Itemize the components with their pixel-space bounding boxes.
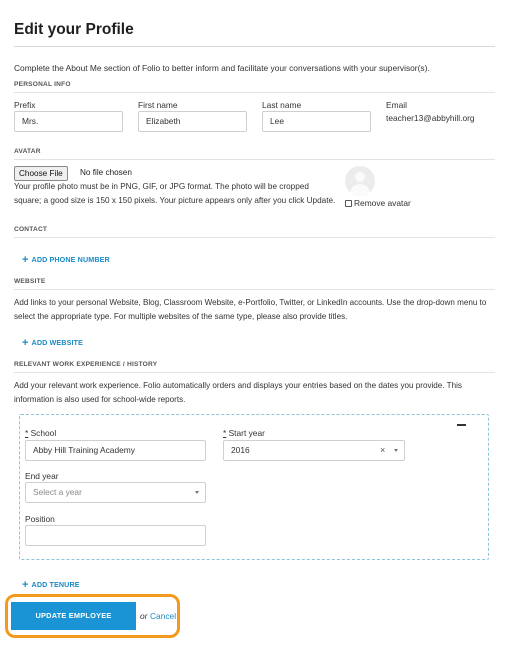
- section-contact: CONTACT: [14, 226, 48, 233]
- start-year-select[interactable]: [223, 440, 405, 461]
- work-help-line-1: Add your relevant work experience. Folio automatically orders and displays your entries based on the dates you provide. This: [14, 381, 462, 390]
- avatar-help-line-1: Your profile photo must be in PNG, GIF, or JPG format. The photo will be cropped: [14, 182, 309, 191]
- no-file-text: No file chosen: [80, 168, 132, 177]
- school-input[interactable]: Abby Hill Training Academy: [25, 440, 206, 461]
- add-website-link[interactable]: [22, 336, 83, 348]
- section-work-experience: RELEVANT WORK EXPERIENCE / HISTORY: [14, 361, 158, 368]
- plus-icon: +: [22, 579, 29, 591]
- add-tenure-label: ADD TENURE: [31, 580, 80, 589]
- add-tenure-link[interactable]: [22, 578, 80, 590]
- plus-icon: +: [22, 337, 29, 349]
- end-year-select[interactable]: [25, 482, 206, 503]
- divider: [14, 159, 495, 160]
- add-phone-number-link[interactable]: [22, 253, 110, 265]
- last-name-label: Last name: [262, 100, 302, 110]
- website-help-line-1: Add links to your personal Website, Blog, Classroom Website, e-Portfolio, Twitter, or LinkedIn accounts. Use the drop-down menu to: [14, 298, 487, 307]
- intro-text: Complete the About Me section of Folio to better inform and facilitate your conversations with your supervisor(s).: [14, 63, 430, 73]
- work-help-line-2: information is also used for school-wide reports.: [14, 395, 186, 404]
- avatar-help-line-2: square; a good size is 150 x 150 pixels. Your picture appears only after you click Update.: [14, 196, 336, 205]
- divider: [14, 372, 495, 373]
- chevron-down-icon: [394, 449, 398, 452]
- start-year-label: * Start year: [223, 428, 265, 438]
- choose-file-button[interactable]: Choose File: [14, 166, 68, 181]
- update-employee-button[interactable]: UPDATE EMPLOYEE: [11, 602, 136, 630]
- divider: [14, 92, 495, 93]
- end-year-label: End year: [25, 471, 59, 481]
- last-name-input[interactable]: Lee: [262, 111, 371, 132]
- end-year-placeholder: Select a year: [33, 487, 82, 497]
- cancel-link[interactable]: Cancel: [150, 611, 177, 621]
- add-phone-number-label: ADD PHONE NUMBER: [31, 255, 110, 264]
- remove-avatar-label: Remove avatar: [354, 198, 411, 208]
- page-title: Edit your Profile: [14, 21, 134, 38]
- avatar-placeholder-icon: [345, 166, 375, 196]
- plus-icon: +: [22, 254, 29, 266]
- section-website: WEBSITE: [14, 278, 46, 285]
- remove-avatar-checkbox[interactable]: [345, 200, 352, 207]
- prefix-label: Prefix: [14, 100, 36, 110]
- email-label: Email: [386, 100, 407, 110]
- divider: [14, 237, 495, 238]
- first-name-input[interactable]: Elizabeth: [138, 111, 247, 132]
- clear-icon[interactable]: ×: [380, 445, 386, 455]
- start-year-value: 2016: [231, 445, 250, 455]
- section-avatar: AVATAR: [14, 148, 41, 155]
- position-label: Position: [25, 514, 55, 524]
- email-value: teacher13@abbyhill.org: [386, 113, 475, 123]
- school-label: * School: [25, 428, 57, 438]
- first-name-label: First name: [138, 100, 178, 110]
- section-personal-info: PERSONAL INFO: [14, 81, 71, 88]
- or-text: or: [140, 611, 148, 621]
- add-website-label: ADD WEBSITE: [31, 338, 83, 347]
- chevron-down-icon: [195, 491, 199, 494]
- work-entry-card: [19, 414, 489, 560]
- position-input[interactable]: [25, 525, 206, 546]
- collapse-icon[interactable]: [457, 424, 466, 426]
- title-divider: [14, 46, 495, 47]
- prefix-input[interactable]: Mrs.: [14, 111, 123, 132]
- website-help-line-2: select the appropriate type. For multiple websites of the same type, please also provide titles.: [14, 312, 348, 321]
- divider: [14, 289, 495, 290]
